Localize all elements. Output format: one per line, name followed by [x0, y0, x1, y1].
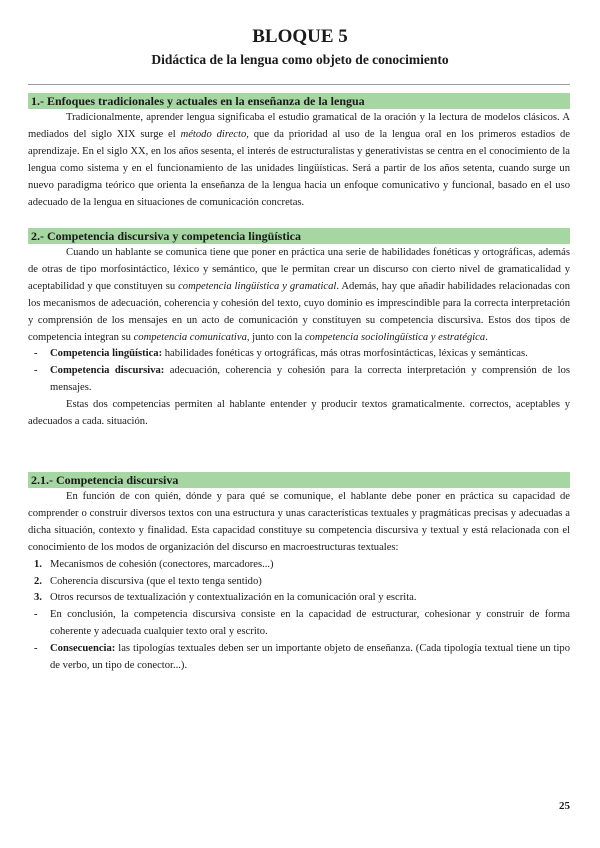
- text-run: , que da prioridad al uso de la lengua oral en los primeros estadios de aprendizaje. En el siglo XX, en los años sesenta, el interés de estructuralistas y generativistas se centra en el conocimiento de la lengua como sistema y en el funcionamiento de las unidades lingüísticas. Será a partir de los años setenta, cuando surge un nuevo paradigma teórico que orienta la enseñanza de la lengua hacia un enfoque comunicativo y funcional, basado en el uso adecuado de la lengua en situaciones de comunicación concretas.: [28, 128, 571, 208]
- emphasis-metodo-directo: método directo: [180, 128, 247, 140]
- bullet-text: adecuación, coherencia y cohesión para la correcta interpretación y comprensión de los mensajes.: [50, 365, 570, 394]
- section-2-paragraph-2: Estas dos competencias permiten al hablante entender y producir textos gramaticalmente. correctos, aceptables y adecuados a cada. situación.: [28, 399, 570, 428]
- section-heading-2: 2.- Competencia discursiva y competencia lingüística: [28, 228, 570, 244]
- text-run: Tradicionalmente, aprender lengua significaba el estudio gramatical de la oración y la lectura de modelos clásicos. A mediados del siglo XIX surge el: [28, 112, 570, 140]
- list-number: 1.: [34, 558, 42, 570]
- competence-bullet-list: [28, 346, 570, 397]
- section-heading-1: 1.- Enfoques tradicionales y actuales en la enseñanza de la lengua: [28, 93, 570, 109]
- text-run: Cuando un hablante se comunica tiene que poner en práctica una serie de habilidades fonéticas y ortográficas, además de otras de tipo morfosintáctico, léxico y semántico, que le permitan crear un discurso con cierto nivel de gramaticalidad y aceptabilidad y que constituyen su: [28, 247, 570, 292]
- list-number: 2.: [34, 575, 42, 587]
- list-item: [28, 346, 570, 363]
- section-1-body: [28, 110, 570, 211]
- text-run: .: [485, 331, 488, 343]
- section-2-1-body: [28, 489, 570, 675]
- emphasis-competencia-comunicativa: competencia comunicativa: [133, 331, 247, 343]
- bullet-mark: -: [34, 609, 38, 621]
- emphasis-competencia-linguistica: competencia lingüística y gramatical: [178, 280, 337, 292]
- list-text: En conclusión, la competencia discursiva consiste en la capacidad de estructurar, cohesionar y construir de forma coherente y adecuada cualquier texto oral y escrito.: [50, 609, 570, 638]
- list-text: Coherencia discursiva (que el texto tenga sentido): [50, 575, 262, 587]
- section-2-paragraph-1: [28, 245, 570, 346]
- bullet-term: Competencia lingüística:: [50, 348, 163, 360]
- bullet-text: habilidades fonéticas y ortográficas, más otras morfosintácticas, léxicas y semánticas.: [162, 348, 528, 360]
- page-title: BLOQUE 5: [252, 26, 348, 47]
- emphasis-competencia-sociolinguistica: competencia sociolingüística y estratégica: [304, 331, 486, 343]
- list-item: [28, 574, 570, 591]
- bullet-mark: -: [34, 348, 38, 360]
- section-2-body: [28, 245, 570, 431]
- text-run: . Además, hay que añadir habilidades relacionadas con los mecanismos de adecuación, coherencia y cohesión del texto, cuyo dominio es imprescindible para la correcta interpretación y comprensión de los mensajes en un acto de comunicación y constituyen su competencia discursiva. Estos dos tipos de competencia integran su: [28, 280, 570, 343]
- section-2-1-paragraph: En función de con quién, dónde y para qué se comunique, el hablante debe poner en práctica su capacidad de comprender o construir diversos textos con una estructura y unas características textuales y pragmáticas precisas y adecuadas a dicha situación, contexto y finalidad. Esta capacidad constituye su competencia discursiva y textual y está relacionada con el conocimiento de los modos de organización del discurso en macroestructuras textuales:: [28, 491, 570, 553]
- bullet-mark: -: [34, 643, 38, 655]
- discursive-competence-list: [28, 557, 570, 675]
- bullet-mark: -: [34, 365, 38, 377]
- page-subtitle: Didáctica de la lengua como objeto de conocimiento: [151, 52, 449, 67]
- page-number: 25: [559, 800, 570, 812]
- consequence-text: las tipologías textuales deben ser un importante objeto de enseñanza. (Cada tipología textual tiene un tipo de verbo, un tipo de conector...).: [50, 643, 570, 672]
- bullet-term: Competencia discursiva:: [50, 365, 165, 377]
- text-run: , junto con la: [246, 331, 305, 343]
- list-text: Otros recursos de textualización y contextualización en la comunicación oral y escrita.: [50, 592, 417, 604]
- section-1-paragraph: [28, 110, 570, 211]
- list-item: [28, 641, 570, 675]
- list-item: [28, 607, 570, 641]
- consequence-term: Consecuencia:: [50, 643, 116, 655]
- title-divider: [28, 84, 570, 85]
- list-item: [28, 590, 570, 607]
- list-number: 3.: [34, 592, 42, 604]
- list-item: [28, 363, 570, 397]
- list-text: Mecanismos de cohesión (conectores, marcadores...): [50, 558, 274, 570]
- section-heading-2-1: 2.1.- Competencia discursiva: [28, 472, 570, 488]
- list-item: [28, 557, 570, 574]
